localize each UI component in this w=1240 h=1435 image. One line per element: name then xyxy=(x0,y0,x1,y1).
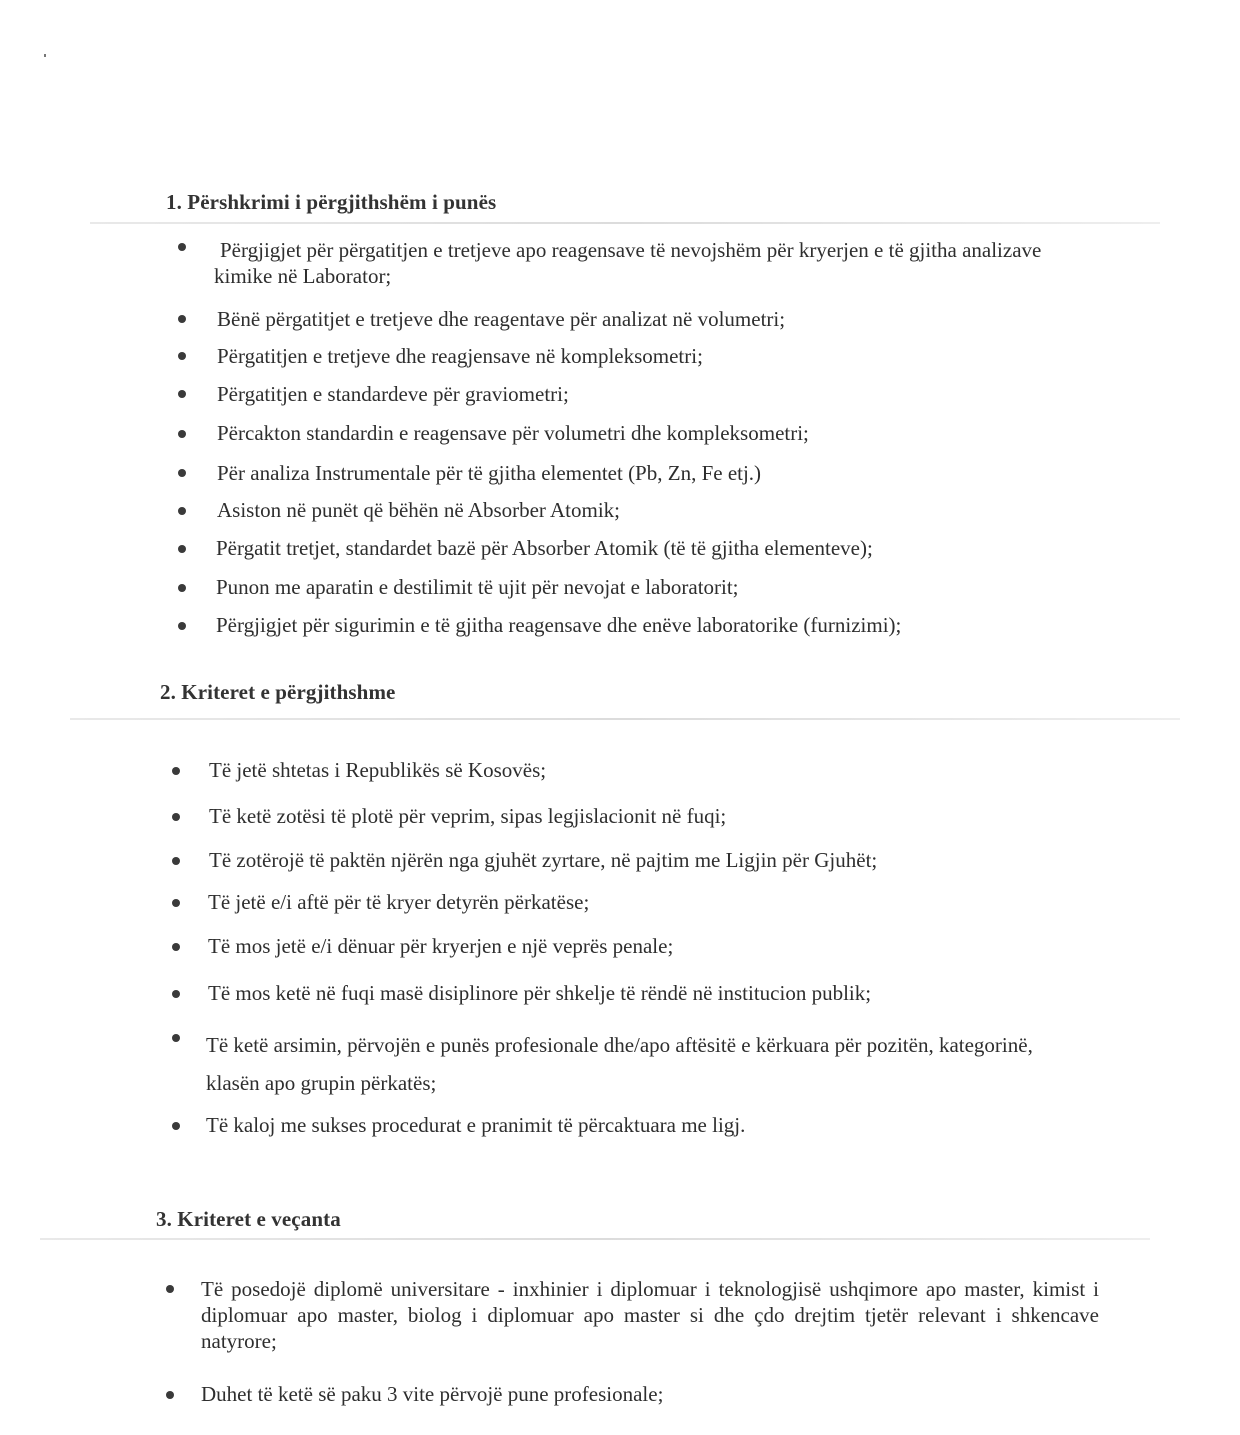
list-item: Përcakton standardin e reagensave për volumetri dhe kompleksometri; xyxy=(217,421,809,445)
list-item: Për analiza Instrumentale për të gjitha elementet (Pb, Zn, Fe etj.) xyxy=(217,461,762,485)
bullet-icon xyxy=(178,622,186,630)
scan-speck xyxy=(44,54,46,57)
bullet-icon xyxy=(172,1122,180,1130)
list-item: Të mos ketë në fuqi masë disiplinore për shkelje të rëndë në institucion publik; xyxy=(208,981,872,1005)
divider xyxy=(70,718,1180,720)
bullet-icon xyxy=(178,352,186,360)
bullet-icon xyxy=(178,390,186,398)
list-item: Të ketë zotësi të plotë për veprim, sipas legjislacionit në fuqi; xyxy=(209,804,727,828)
list-item: Të jetë shtetas i Republikës së Kosovës; xyxy=(209,758,547,782)
list-item: Të posedojë diplomë universitare - inxhinier i diplomuar i teknologjisë ushqimore apo master, kimist i diplomuar apo master, biolog i diplomuar apo master si dhe çdo drejtim tjetër relevant i shkencave natyrore; xyxy=(201,1277,1099,1353)
bullet-icon xyxy=(172,813,180,821)
section-heading: 3. Kriteret e veçanta xyxy=(156,1207,341,1231)
bullet-icon xyxy=(172,990,180,998)
bullet-icon xyxy=(178,243,186,251)
bullet-icon xyxy=(172,943,180,951)
list-item: Të zotërojë të paktën njërën nga gjuhët zyrtare, në pajtim me Ligjin për Gjuhët; xyxy=(209,848,878,872)
list-item: Përgjigjet për sigurimin e të gjitha reagensave dhe enëve laboratorike (furnizimi); xyxy=(216,613,902,637)
list-item: Asiston në punët që bëhën në Absorber Atomik; xyxy=(217,498,621,522)
list-item: Përgatitjen e standardeve për graviometri; xyxy=(217,382,569,406)
list-item: Të ketë arsimin, përvojën e punës profesionale dhe/apo aftësitë e kërkuara për pozitën, kategorinë, klasën apo grupin përkatës; xyxy=(206,1033,1033,1095)
list-item: Të mos jetë e/i dënuar për kryerjen e një veprës penale; xyxy=(208,934,674,958)
bullet-icon xyxy=(178,469,186,477)
list-item: Përgatit tretjet, standardet bazë për Absorber Atomik (të të gjitha elementeve); xyxy=(216,536,873,560)
bullet-icon xyxy=(166,1285,174,1293)
list-item: Përgatitjen e tretjeve dhe reagjensave në kompleksometri; xyxy=(217,344,703,368)
list-item: Të jetë e/i aftë për të kryer detyrën përkatëse; xyxy=(208,890,590,914)
bullet-icon xyxy=(172,857,180,865)
list-item: Punon me aparatin e destilimit të ujit për nevojat e laboratorit; xyxy=(216,575,739,599)
bullet-icon xyxy=(172,899,180,907)
section-heading: 1. Përshkrimi i përgjithshëm i punës xyxy=(166,190,497,214)
list-item: Përgjigjet për përgatitjen e tretjeve apo reagensave të nevojshëm për kryerjen e të gjitha analizave kimike në Laborator; xyxy=(214,238,1042,288)
bullet-icon xyxy=(178,315,186,323)
list-item: Bënë përgatitjet e tretjeve dhe reagentave për analizat në volumetri; xyxy=(217,307,786,331)
bullet-icon xyxy=(178,507,186,515)
bullet-icon xyxy=(178,430,186,438)
divider xyxy=(90,222,1160,224)
list-item: Duhet të ketë së paku 3 vite përvojë pune profesionale; xyxy=(201,1382,664,1406)
bullet-icon xyxy=(178,584,186,592)
section-heading: 2. Kriteret e përgjithshme xyxy=(160,680,396,704)
bullet-icon xyxy=(172,1034,180,1042)
bullet-icon xyxy=(172,767,180,775)
bullet-icon xyxy=(166,1391,174,1399)
divider xyxy=(40,1238,1150,1240)
bullet-icon xyxy=(178,545,186,553)
list-item: Të kaloj me sukses procedurat e pranimit të përcaktuara me ligj. xyxy=(206,1113,746,1137)
